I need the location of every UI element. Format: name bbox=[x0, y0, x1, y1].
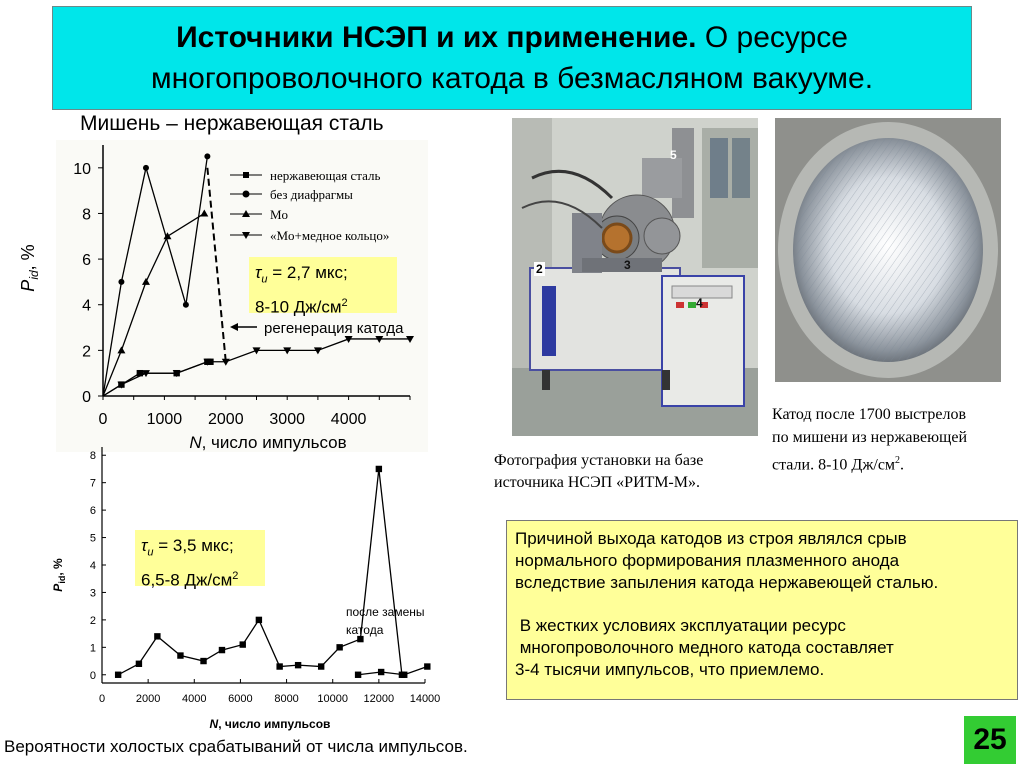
photo-label-5: 5 bbox=[670, 148, 677, 162]
chart2-y-tick-label: 3 bbox=[89, 587, 96, 600]
conclusion-box bbox=[506, 520, 1018, 700]
svg-text:нержавеющая сталь: нержавеющая сталь bbox=[270, 168, 381, 183]
chart1-ylabel: $P_{id}$, % bbox=[18, 244, 41, 292]
chart1-title: Мишень – нержавеющая сталь bbox=[80, 112, 384, 135]
cathode-photo bbox=[775, 118, 1001, 382]
cathode-illustration bbox=[775, 118, 1001, 382]
conclusion-line-1: Причиной выхода катодов из строя являлся срыв bbox=[515, 529, 907, 548]
title-rest: О ресурсе bbox=[696, 21, 848, 54]
photo-label-3: 3 bbox=[624, 258, 631, 272]
svg-text:«Mo+медное кольцо»: «Mo+медное кольцо» bbox=[270, 228, 390, 243]
chart2-x-tick-label: 0 bbox=[98, 693, 106, 705]
chart1-params-box: $\tau_и = 2,7$ мкс; 8-10 $Дж/см^2$ bbox=[249, 257, 397, 313]
chart2 bbox=[0, 0, 480, 768]
chart1-x-tick-label: 0 bbox=[98, 411, 108, 428]
chart1-y-tick-label: 4 bbox=[82, 297, 91, 315]
chart2-data-point bbox=[240, 641, 246, 647]
chart2-y-tick-label: 7 bbox=[89, 477, 96, 490]
chart2-x-tick-label: 2000 bbox=[135, 693, 161, 705]
page-number: 25 bbox=[964, 716, 1016, 764]
chart1-y-tick-label: 2 bbox=[82, 343, 91, 361]
chart2-data-point bbox=[115, 672, 121, 678]
replace-label-2: катода bbox=[346, 623, 384, 637]
chart2-data-point bbox=[336, 644, 342, 650]
chart1-x-tick-label: 4000 bbox=[330, 411, 367, 428]
chart2-data-point bbox=[219, 647, 225, 653]
chart2-x-tick-label: 8000 bbox=[274, 693, 299, 705]
cathode-caption: Катод после 1700 выстрелов по мишени из нержавеющей стали. 8-10 $Дж/см^2$. bbox=[772, 406, 967, 474]
conclusion-line-5: многопроволочного медного катода составляет bbox=[515, 638, 894, 657]
chart2-y-tick-label: 0 bbox=[89, 669, 96, 682]
chart2-params-box: $\tau_и = 3,5$ мкс; 6,5-8 $Дж/см^2$ bbox=[135, 530, 265, 586]
chart2-series-line bbox=[358, 667, 427, 675]
chart1-y-tick-label: 6 bbox=[82, 252, 91, 270]
chart2-data-point bbox=[256, 617, 262, 623]
replace-label-1: после замены bbox=[346, 605, 425, 619]
chart2-data-point bbox=[177, 652, 183, 658]
chart2-xlabel: N, число импульсов bbox=[209, 717, 331, 731]
conclusion-line-2: нормального формирования плазменного анода bbox=[515, 551, 900, 570]
chart1-y-tick-label: 0 bbox=[82, 389, 91, 406]
title-line2: многопроволочного катода в безмасляном вакууме. bbox=[150, 62, 874, 95]
title-bold: Источники НСЭП и их применение. bbox=[176, 21, 697, 54]
chart2-y-tick-label: 8 bbox=[89, 450, 96, 463]
chart2-data-point bbox=[154, 633, 160, 639]
chart2-data-point bbox=[276, 663, 282, 669]
chart2-y-tick-label: 6 bbox=[89, 505, 96, 518]
svg-text:Mo: Mo bbox=[270, 207, 289, 222]
chart1-x-tick-label: 2000 bbox=[208, 411, 244, 428]
photo-label-2: 2 bbox=[536, 262, 543, 276]
chart1-x-tick-label: 3000 bbox=[269, 411, 305, 428]
chart2-data-point bbox=[318, 663, 324, 669]
conclusion-line-3: вследствие запыления катода нержавеющей сталью. bbox=[515, 573, 939, 592]
chart2-x-tick-label: 6000 bbox=[228, 693, 253, 705]
chart2-y-tick-label: 5 bbox=[89, 532, 96, 545]
chart1-y-tick-label: 10 bbox=[73, 160, 91, 178]
chart2-data-point bbox=[136, 661, 142, 667]
chart1-y-tick-label: 8 bbox=[82, 206, 91, 224]
installation-caption: Фотография установки на базе источника НСЭП «РИТМ-М». bbox=[494, 452, 704, 491]
chart2-x-tick-label: 14000 bbox=[409, 693, 441, 705]
footer-caption: Вероятности холостых срабатываний от числа импульсов. bbox=[4, 737, 468, 756]
chart1-xlabel: N, число импульсов bbox=[189, 433, 347, 452]
chart2-data-point bbox=[376, 466, 382, 472]
chart2-data-point bbox=[295, 662, 301, 668]
chart2-data-point bbox=[378, 669, 384, 675]
chart2-y-tick-label: 1 bbox=[89, 642, 96, 655]
regeneration-label: регенерация катода bbox=[264, 320, 404, 337]
conclusion-line-4: В жестких условиях эксплуатации ресурс bbox=[515, 616, 846, 635]
chart2-x-tick-label: 4000 bbox=[182, 693, 207, 705]
chart2-data-point bbox=[424, 663, 430, 669]
installation-photo bbox=[512, 118, 758, 436]
installation-illustration bbox=[512, 118, 758, 436]
chart2-data-point bbox=[355, 672, 361, 678]
chart2-y-tick-label: 4 bbox=[89, 560, 96, 572]
conclusion-line-6: 3-4 тысячи импульсов, что приемлемо. bbox=[515, 660, 825, 679]
chart1-x-tick-label: 1000 bbox=[146, 411, 183, 428]
chart2-data-point bbox=[200, 658, 206, 664]
chart2-ylabel: $P_{id}$, % bbox=[51, 558, 67, 592]
chart2-x-tick-label: 12000 bbox=[363, 693, 395, 705]
chart2-y-tick-label: 2 bbox=[89, 614, 96, 627]
chart2-data-point bbox=[401, 672, 407, 678]
svg-text:без диафрагмы: без диафрагмы bbox=[270, 187, 353, 202]
photo-label-4: 4 bbox=[696, 296, 703, 310]
chart2-x-tick-label: 10000 bbox=[317, 693, 349, 705]
